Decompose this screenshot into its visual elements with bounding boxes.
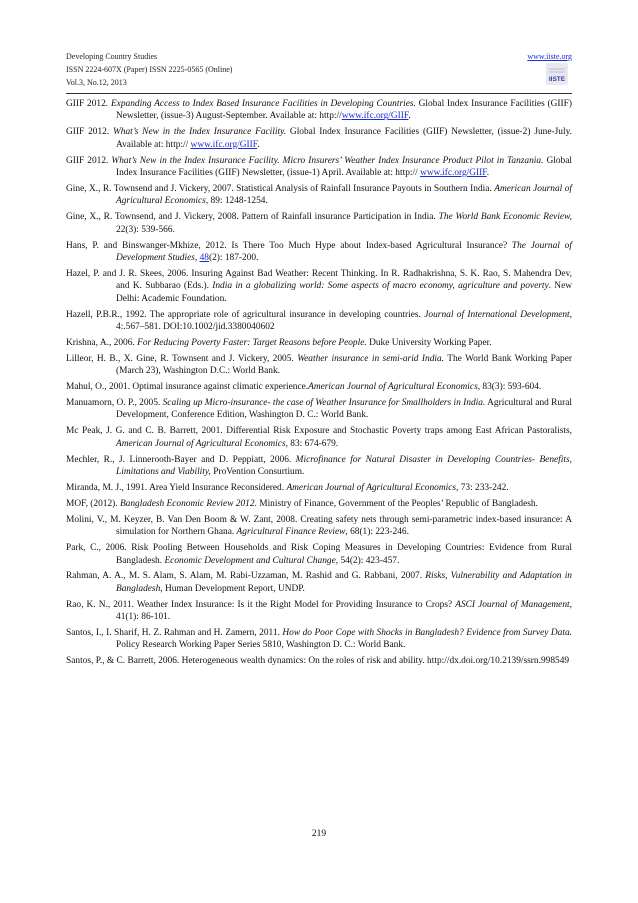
reference-link[interactable]: www.ifc.org/GIIF <box>341 111 409 122</box>
reference-entry <box>66 514 572 539</box>
reference-entry <box>66 397 572 422</box>
reference-entry <box>66 570 572 595</box>
reference-title: American Journal of Agricultural Economics <box>286 482 457 493</box>
iiste-logo-icon <box>546 63 568 85</box>
reference-text: MOF, (2012). <box>66 498 120 509</box>
reference-text: Policy Research Working Paper Series 5810, Washington D. C.: World Bank. <box>116 640 406 651</box>
reference-entry <box>66 454 572 479</box>
reference-text: , 68(1): 223-246. <box>345 527 409 538</box>
reference-text: Lilleor, H. B., X. Gine, R. Townsent and J. Vickery, 2005. <box>66 353 298 364</box>
reference-title: India in a globalizing world: Some aspects of macro economy, agriculture and poverty <box>212 281 549 292</box>
reference-text: Hazell, P.B.R., 1992. The appropriate role of agricultural insurance in developing countries. <box>66 309 425 320</box>
reference-entry <box>66 482 572 494</box>
reference-title: American Journal of Agricultural Economics <box>308 382 478 393</box>
reference-entry <box>66 337 572 349</box>
reference-text: Manuamorn, O. P., 2005. <box>66 398 163 409</box>
reference-entry <box>66 268 572 305</box>
reference-text: Hans, P. and Binswanger-Mkhize, 2012. Is There Too Much Hype about Index-based Agricultural Insurance? <box>66 240 512 251</box>
reference-title: Journal of International Development, <box>424 309 573 320</box>
reference-text: 54(2): 423-457. <box>338 555 400 566</box>
reference-title: American Journal of Agricultural Economics <box>116 183 573 207</box>
reference-title: Bangladesh Economic Review 2012 <box>119 498 255 509</box>
reference-title: Risks, Vulnerability and Adaptation in Bangladesh, <box>116 571 572 594</box>
reference-entry <box>66 155 572 180</box>
reference-text: GIIF 2012. <box>66 127 113 138</box>
reference-text: Global Index Insurance Facilities (GIIF) Newsletter, (issue-2) June-July. Available at: http:// <box>116 127 572 150</box>
reference-title: Economic Development and Cultural Change, <box>164 555 339 566</box>
reference-entry <box>66 498 572 510</box>
reference-text: GIIF 2012. <box>66 99 111 109</box>
reference-text: Mc Peak, J. G. and C. B. Barrett, 2001. Differential Risk Exposure and Stochastic Poverty traps among East African Pastoralists, <box>66 426 572 437</box>
reference-entry <box>66 381 572 393</box>
reference-title: American Journal of Agricultural Economics, <box>116 438 288 449</box>
reference-text: Park, C., 2006. Risk Pooling Between Households and Risk Coping Measures in Developing Countries: Evidence from Rural Bangladesh. <box>66 543 572 566</box>
header-divider <box>66 93 572 94</box>
reference-title: For Reducing Poverty Faster: Target Reasons before People. <box>137 337 367 348</box>
reference-link[interactable]: www.ifc.org/GIIF <box>190 139 258 150</box>
reference-text: , 89: 1248-1254. <box>205 196 268 207</box>
reference-entry <box>66 542 572 567</box>
reference-text: . <box>486 168 490 179</box>
reference-text: Miranda, M. J., 1991. Area Yield Insurance Reconsidered. <box>66 482 287 493</box>
reference-text: Global Index Insurance Facilities (GIIF) Newsletter, (issue-3) August-September. Available at: http:// <box>116 99 573 122</box>
reference-title: How do Poor Cope with Shocks in Bangladesh? Evidence from Survey Data. <box>282 628 572 639</box>
reference-text: Global Index Insurance Facilities (GIIF) Newsletter, (issue-1) April. Available at: http:// <box>116 155 572 179</box>
reference-entry <box>66 240 572 265</box>
reference-title: What’s New in the Index Insurance Facility. Micro Insurers’ Weather Index Insurance Product Pilot in Tanzania. <box>111 155 544 166</box>
reference-entry <box>66 655 572 667</box>
reference-text: . <box>408 111 411 122</box>
reference-title: The Journal of Development Studies, <box>116 240 572 263</box>
reference-entry <box>66 211 572 236</box>
reference-text: , 73: 233-242. <box>456 482 509 493</box>
reference-text: Santos, P., & C. Barrett, 2006. Heterogeneous wealth dynamics: On the roles of risk and ability. http://dx.doi.org/10.2139/ssrn.998549 <box>66 656 570 667</box>
reference-entry <box>66 599 572 624</box>
reference-text: Agricultural and Rural Development, Conference Edition, Washington D. C.: World Bank. <box>116 398 573 421</box>
reference-list <box>66 98 572 671</box>
reference-text: Mahul, O., 2001. Optimal insurance against climatic experience. <box>66 382 309 393</box>
reference-text: Human Development Report, UNDP. <box>162 583 305 594</box>
reference-title: Expanding Access to Index Based Insurance Facilities in Developing Countries. <box>110 99 416 109</box>
reference-text: . Ministry of Finance, Government of the Peoples’ Republic of Bangladesh. <box>254 498 538 509</box>
reference-entry <box>66 126 572 151</box>
reference-text: 22(3): 539-566. <box>116 224 175 235</box>
reference-text: Rao, K. N., 2011. Weather Index Insurance: Is it the Right Model for Providing Insurance to Crops? <box>66 599 456 610</box>
reference-text: The World Bank Working Paper (March 23), Washington D.C.: World Bank. <box>116 353 573 377</box>
reference-text: Duke University Working Paper. <box>366 337 492 348</box>
reference-text: Mechler, R., J. Linnerooth-Bayer and D. Peppiatt, 2006. <box>66 454 296 465</box>
reference-text: Rahman, A. A., M. S. Alam, S. Alam, M. Rabi-Uzzaman, M. Rashid and G. Rabbani, 2007. <box>66 571 426 582</box>
journal-url-link[interactable]: www.iiste.org <box>527 52 572 61</box>
reference-title: Weather insurance in semi-arid India. <box>297 353 445 364</box>
reference-title: Agricultural Finance Review <box>236 527 346 538</box>
reference-text: Gine, X., R. Townsend and J. Vickery, 2007. Statistical Analysis of Rainfall Insurance Payouts in Southern India. <box>66 183 495 194</box>
reference-link[interactable]: 48 <box>199 252 209 263</box>
reference-text: , 83(3): 593-604. <box>477 382 542 393</box>
reference-text: Gine, X., R. Townsend, and J. Vickery, 2008. Pattern of Rainfall insurance Participation in India. <box>66 212 439 223</box>
reference-text: Santos, I., I. Sharif, H. Z. Rahman and H. Zamern, 2011. <box>66 628 283 639</box>
reference-text: GIIF 2012. <box>66 155 112 166</box>
reference-entry <box>66 183 572 208</box>
reference-entry <box>66 353 572 378</box>
reference-text: Molini, V., M. Keyzer, B. Van Den Boom & W. Zant, 2008. Creating safety nets through semi-parametric index-based insurance: A simulation for Northern Ghana. <box>66 514 572 538</box>
reference-title: ASCI Journal of Management <box>455 599 570 610</box>
reference-text: . <box>257 139 260 150</box>
page-header <box>66 50 572 98</box>
logo-text: IISTE <box>548 76 566 83</box>
reference-text: Hazel, P. and J. R. Skees, 2006. Insuring Against Bad Weather: Recent Thinking. In R. Radhakrishna, S. K. Rao, S. Mahendra Dev, and K. Subbarao (Eds.). <box>66 268 572 292</box>
reference-entry <box>66 425 572 450</box>
volume-line: Vol.3, No.12, 2013 <box>66 78 127 87</box>
reference-text: 4:.567–581. DOI:10.1002/jid.3380040602 <box>116 322 275 332</box>
reference-link[interactable]: www.ifc.org/GIIF <box>420 168 487 179</box>
reference-text: (2): 187-200. <box>208 252 259 263</box>
page-number: 219 <box>311 829 327 839</box>
reference-text: 83: 674-679. <box>287 438 339 449</box>
reference-entry <box>66 627 572 652</box>
reference-text: Krishna, A., 2006. <box>66 337 138 348</box>
reference-text: , 41(1): 86-101. <box>116 599 572 623</box>
reference-title: Microfinance for Natural Disaster in Developing Countries- Benefits, Limitations and Viability, <box>116 454 572 478</box>
reference-title: What’s New in the Index Insurance Facility. <box>113 127 287 138</box>
reference-entry <box>66 309 572 334</box>
journal-name: Developing Country Studies <box>66 52 158 61</box>
reference-title: The World Bank Economic Review, <box>438 212 572 223</box>
issn-line: ISSN 2224-607X (Paper) ISSN 2225-0565 (Online) <box>66 65 233 74</box>
reference-text: . New Delhi: Academic Foundation. <box>116 281 573 304</box>
reference-entry <box>66 98 572 123</box>
reference-title: Scaling up Micro-insurance- the case of Weather Insurance for Smallholders in India. <box>162 398 486 409</box>
reference-text: ProVention Consurtium. <box>210 467 305 478</box>
